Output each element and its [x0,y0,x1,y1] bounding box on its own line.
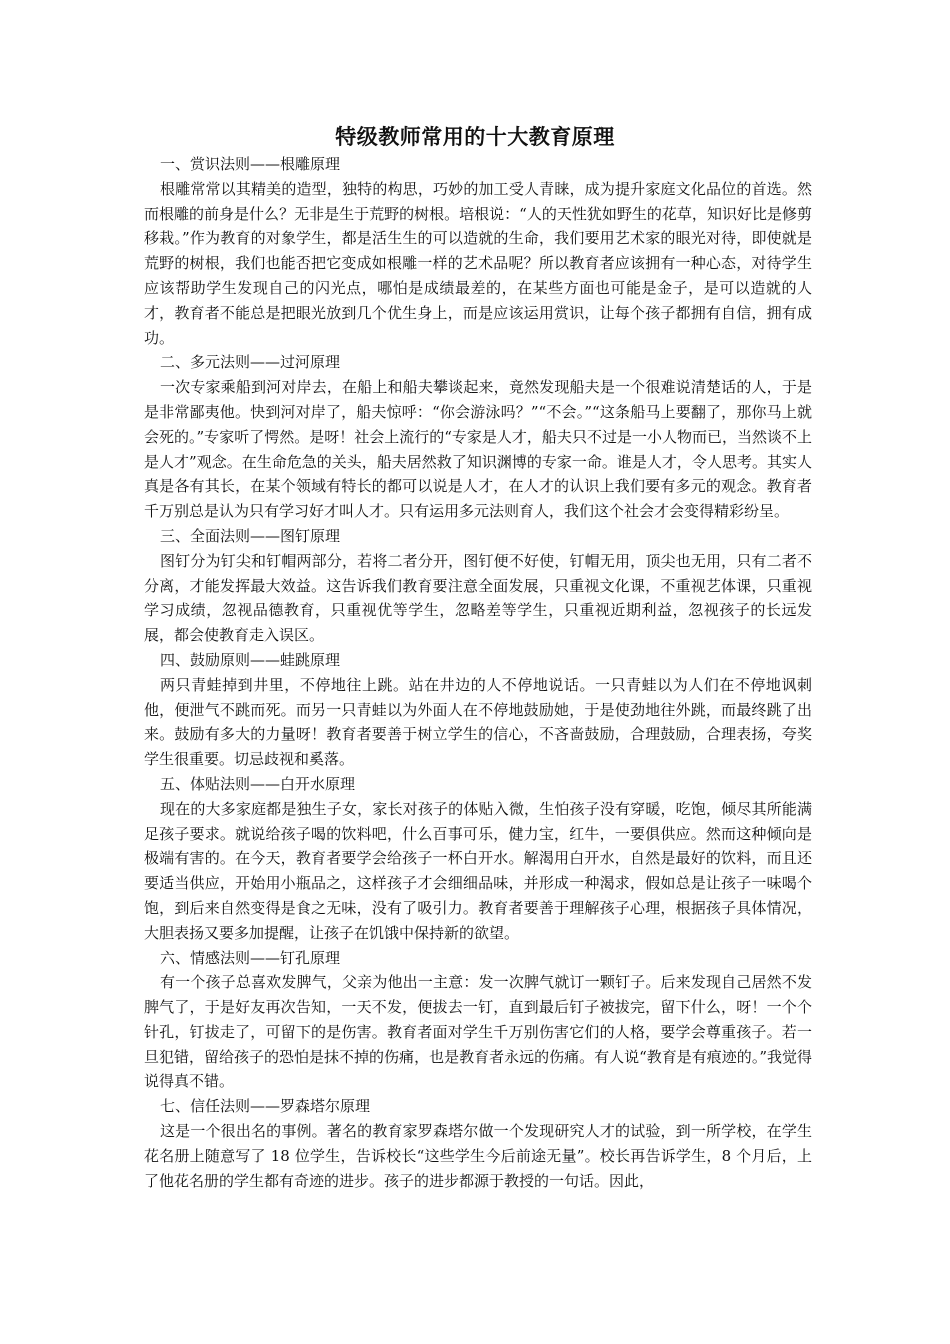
section-5-heading: 五、体贴法则——白开水原理 [160,774,356,793]
section-4-paragraph: 两只青蛙掉到井里，不停地往上跳。站在井边的人不停地说话。一只青蛙以为人们在不停地讽刺他，便泄气不跳而死。而另一只青蛙以为外面人在不停地鼓励她，于是使劲地往外跳，而最终跳了出来。鼓励有多大的力量呀！教育者要善于树立学生的信心，不吝啬鼓励，合理鼓励，合理表扬，夸奖学生很重要。切忌歧视和奚落。 [144,675,812,769]
document-title: 特级教师常用的十大教育原理 [335,124,615,149]
section-7-heading: 七、信任法则——罗森塔尔原理 [160,1097,371,1116]
section-5-paragraph: 现在的大多家庭都是独生子女，家长对孩子的体贴入微，生怕孩子没有穿暖，吃饱，倾尽其所能满足孩子要求。就说给孩子喝的饮料吧，什么百事可乐，健力宝，红牛，一要俱供应。然而这种倾向是极端有害的。在今天，教育者要学会给孩子一杯白开水。解渴用白开水，自然是最好的饮料，而且还要适当供应，开始用小瓶品之，这样孩子才会细细品味，并形成一种渴求，假如总是让孩子一味喝个饱，到后来自然变得是食之无味，没有了吸引力。教育者要善于理解孩子心理，根据孩子具体情况，大胆表扬又要多加提醒，让孩子在饥饿中保持新的欲望。 [144,799,812,942]
section-3-paragraph: 图钉分为钉尖和钉帽两部分，若将二者分开，图钉便不好使，钉帽无用，顶尖也无用，只有二者不分离，才能发挥最大效益。这告诉我们教育要注意全面发展，只重视文化课，不重视艺体课，只重视学习成绩，忽视品德教育，只重视优等学生，忽略差等学生，只重视近期利益，忽视孩子的长远发展，都会使教育走入误区。 [144,551,812,645]
section-4-heading: 四、鼓励原则——蛙跳原理 [160,650,341,669]
section-3-heading: 三、全面法则——图钉原理 [160,526,341,545]
section-2-heading: 二、多元法则——过河原理 [160,353,341,372]
section-2-paragraph: 一次专家乘船到河对岸去，在船上和船夫攀谈起来，竟然发现船夫是一个很难说清楚话的人，于是是非常鄙夷他。快到河对岸了，船夫惊呼：“你会游泳吗？”“不会。”“这条船马上要翻了，那你马上就会死的。”专家听了愕然。是呀！社会上流行的“专家是人才，船夫只不过是一小人物而已，当然谈不上是人才”观念。在生命危急的关头，船夫居然救了知识渊博的专家一命。谁是人才，令人思考。其实人真是各有其长，在某个领域有特长的都可以说是人才，在人才的认识上我们要有多元的观念。教育者千万别总是认为只有学习好才叫人才。只有运用多元法则育人，我们这个社会才会变得精彩纷呈。 [144,378,812,521]
section-6-heading: 六、情感法则——钉孔原理 [160,948,341,967]
section-1-heading: 一、赏识法则——根雕原理 [160,155,341,173]
document-body [144,152,812,1193]
section-1-paragraph: 根雕常常以其精美的造型，独特的构思，巧妙的加工受人青睐，成为提升家庭文化品位的首选。然而根雕的前身是什么？无非是生于荒野的树根。培根说：“人的天性犹如野生的花草，知识好比是修剪移栽。”作为教育的对象学生，都是活生生的可以造就的生命，我们要用艺术家的眼光对待，即使就是荒野的树根，我们也能否把它变成如根雕一样的艺术品呢？所以教育者应该拥有一种心态，对待学生应该帮助学生发现自己的闪光点，哪怕是成绩最差的，在某些方面也可能是金子，是可以造就的人才，教育者不能总是把眼光放到几个优生身上，而是应该运用赏识，让每个孩子都拥有自信，拥有成功。 [144,179,812,347]
section-7-paragraph: 这是一个很出名的事例。著名的教育家罗森塔尔做一个发现研究人才的试验，到一所学校，在学生花名册上随意写了 18 位学生，告诉校长“这些学生今后前途无量”。校长再告诉学生，8 个月后，上了他花名册的学生都有奇迹的进步。孩子的进步都源于教授的一句话。因此， [144,1122,812,1190]
section-6-paragraph: 有一个孩子总喜欢发脾气，父亲为他出一主意：发一次脾气就订一颗钉子。后来发现自己居然不发脾气了，于是好友再次告知，一天不发，便拔去一钉，直到最后钉子被拔完，留下什么，呀！一个个针孔，钉拔走了，可留下的是伤害。教育者面对学生千万别伤害它们的人格，要学会尊重孩子。若一旦犯错，留给孩子的恐怕是抹不掉的伤痛，也是教育者永远的伤痛。有人说“教育是有痕迹的。”我觉得说得真不错。 [144,973,812,1091]
